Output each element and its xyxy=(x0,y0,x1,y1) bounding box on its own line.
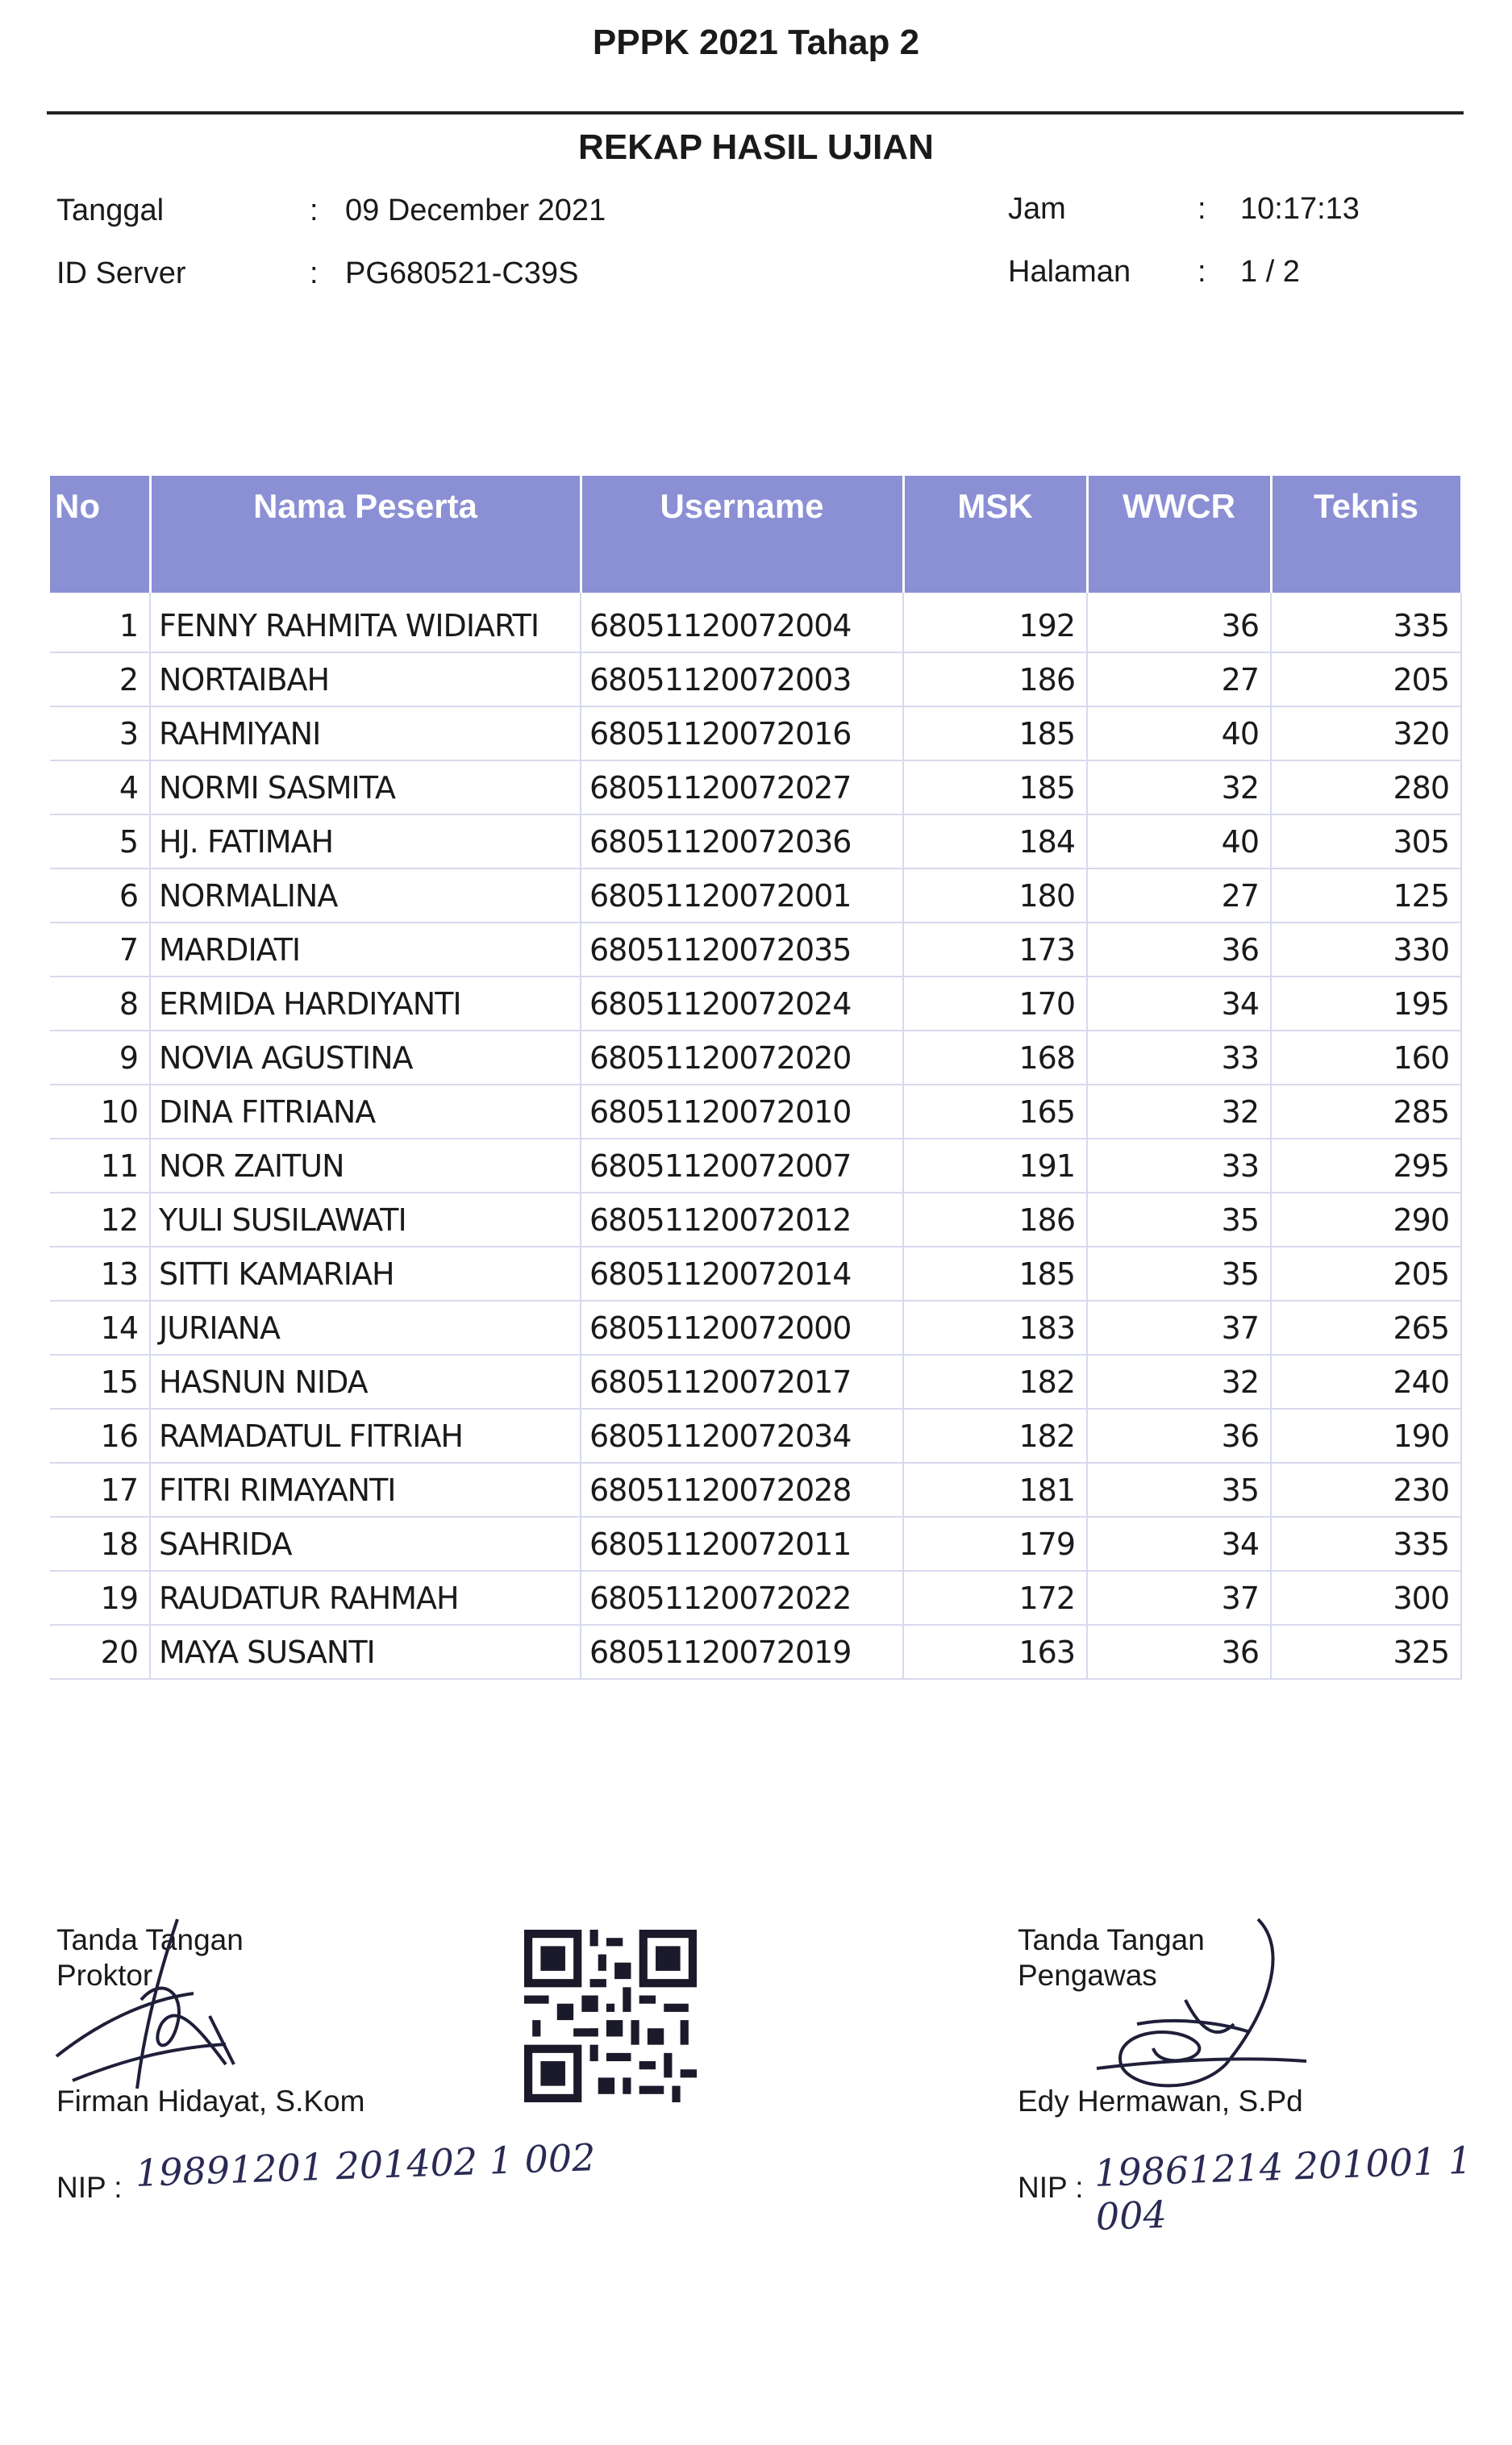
header-divider xyxy=(47,111,1464,115)
cell-teknis: 205 xyxy=(1271,652,1461,706)
cell-teknis: 330 xyxy=(1271,923,1461,977)
cell-no: 3 xyxy=(50,706,150,760)
cell-username: 68051120072024 xyxy=(581,977,903,1031)
cell-msk: 168 xyxy=(903,1031,1087,1085)
cell-wwcr: 33 xyxy=(1087,1139,1271,1193)
halaman-colon: : xyxy=(1198,255,1206,289)
cell-no: 19 xyxy=(50,1571,150,1625)
cell-nama-peserta: YULI SUSILAWATI xyxy=(150,1193,581,1247)
cell-msk: 186 xyxy=(903,1193,1087,1247)
cell-wwcr: 37 xyxy=(1087,1571,1271,1625)
cell-nama-peserta: MAYA SUSANTI xyxy=(150,1625,581,1679)
cell-teknis: 195 xyxy=(1271,977,1461,1031)
cell-msk: 183 xyxy=(903,1301,1087,1355)
cell-no: 6 xyxy=(50,868,150,923)
cell-msk: 181 xyxy=(903,1463,1087,1517)
cell-nama-peserta: RAHMIYANI xyxy=(150,706,581,760)
cell-nama-peserta: SAHRIDA xyxy=(150,1517,581,1571)
table-row xyxy=(50,1625,1461,1679)
proktor-caption-line2: Proktor xyxy=(56,1959,153,1992)
cell-msk: 180 xyxy=(903,868,1087,923)
cell-username: 68051120072035 xyxy=(581,923,903,977)
cell-msk: 191 xyxy=(903,1139,1087,1193)
cell-username: 68051120072004 xyxy=(581,593,903,652)
cell-wwcr: 34 xyxy=(1087,977,1271,1031)
table-row xyxy=(50,868,1461,923)
proktor-name: Firman Hidayat, S.Kom xyxy=(56,2085,365,2118)
cell-wwcr: 27 xyxy=(1087,652,1271,706)
table-row xyxy=(50,1409,1461,1463)
cell-msk: 184 xyxy=(903,814,1087,868)
cell-nama-peserta: DINA FITRIANA xyxy=(150,1085,581,1139)
cell-teknis: 325 xyxy=(1271,1625,1461,1679)
column-header-nama-peserta: Nama Peserta xyxy=(150,476,581,593)
cell-no: 18 xyxy=(50,1517,150,1571)
cell-no: 1 xyxy=(50,593,150,652)
cell-nama-peserta: FENNY RAHMITA WIDIARTI xyxy=(150,593,581,652)
cell-nama-peserta: FITRI RIMAYANTI xyxy=(150,1463,581,1517)
cell-msk: 165 xyxy=(903,1085,1087,1139)
cell-wwcr: 32 xyxy=(1087,1355,1271,1409)
cell-msk: 170 xyxy=(903,977,1087,1031)
cell-msk: 185 xyxy=(903,706,1087,760)
cell-username: 68051120072034 xyxy=(581,1409,903,1463)
table-body xyxy=(50,593,1461,1679)
table-row xyxy=(50,977,1461,1031)
cell-wwcr: 40 xyxy=(1087,814,1271,868)
cell-nama-peserta: NOR ZAITUN xyxy=(150,1139,581,1193)
cell-wwcr: 37 xyxy=(1087,1301,1271,1355)
qr-code xyxy=(524,1930,697,2102)
cell-teknis: 160 xyxy=(1271,1031,1461,1085)
cell-teknis: 125 xyxy=(1271,868,1461,923)
cell-wwcr: 33 xyxy=(1087,1031,1271,1085)
cell-username: 68051120072028 xyxy=(581,1463,903,1517)
cell-nama-peserta: ERMIDA HARDIYANTI xyxy=(150,977,581,1031)
halaman-value: 1 / 2 xyxy=(1240,255,1300,289)
cell-no: 14 xyxy=(50,1301,150,1355)
column-header-teknis: Teknis xyxy=(1271,476,1461,593)
cell-no: 20 xyxy=(50,1625,150,1679)
column-header-msk: MSK xyxy=(903,476,1087,593)
cell-username: 68051120072007 xyxy=(581,1139,903,1193)
proktor-nip-handwritten: 19891201 201402 1 002 xyxy=(135,2135,597,2195)
cell-username: 68051120072022 xyxy=(581,1571,903,1625)
table-row xyxy=(50,652,1461,706)
cell-no: 7 xyxy=(50,923,150,977)
table-row xyxy=(50,593,1461,652)
table-header-row xyxy=(50,476,1461,593)
cell-nama-peserta: JURIANA xyxy=(150,1301,581,1355)
cell-teknis: 335 xyxy=(1271,1517,1461,1571)
cell-wwcr: 36 xyxy=(1087,923,1271,977)
table-row xyxy=(50,1247,1461,1301)
pengawas-nip-handwritten: 19861214 201001 1 004 xyxy=(1093,2138,1472,2239)
cell-teknis: 280 xyxy=(1271,760,1461,814)
cell-wwcr: 32 xyxy=(1087,1085,1271,1139)
cell-nama-peserta: MARDIATI xyxy=(150,923,581,977)
tanggal-label: Tanggal xyxy=(56,194,165,227)
cell-teknis: 205 xyxy=(1271,1247,1461,1301)
table-row xyxy=(50,1517,1461,1571)
cell-msk: 179 xyxy=(903,1517,1087,1571)
cell-username: 68051120072011 xyxy=(581,1517,903,1571)
cell-username: 68051120072036 xyxy=(581,814,903,868)
cell-msk: 172 xyxy=(903,1571,1087,1625)
cell-wwcr: 35 xyxy=(1087,1193,1271,1247)
cell-teknis: 190 xyxy=(1271,1409,1461,1463)
cell-wwcr: 27 xyxy=(1087,868,1271,923)
column-header-username: Username xyxy=(581,476,903,593)
table-row xyxy=(50,1463,1461,1517)
cell-username: 68051120072020 xyxy=(581,1031,903,1085)
table-row xyxy=(50,760,1461,814)
cell-nama-peserta: SITTI KAMARIAH xyxy=(150,1247,581,1301)
cell-no: 10 xyxy=(50,1085,150,1139)
table-row xyxy=(50,1139,1461,1193)
column-header-wwcr: WWCR xyxy=(1087,476,1271,593)
cell-username: 68051120072010 xyxy=(581,1085,903,1139)
pengawas-signature-scribble xyxy=(1064,1903,1322,2105)
cell-username: 68051120072001 xyxy=(581,868,903,923)
cell-msk: 182 xyxy=(903,1355,1087,1409)
cell-teknis: 240 xyxy=(1271,1355,1461,1409)
table-row xyxy=(50,1301,1461,1355)
cell-teknis: 335 xyxy=(1271,593,1461,652)
cell-wwcr: 36 xyxy=(1087,1625,1271,1679)
cell-nama-peserta: NORTAIBAH xyxy=(150,652,581,706)
cell-wwcr: 36 xyxy=(1087,1409,1271,1463)
cell-no: 17 xyxy=(50,1463,150,1517)
cell-wwcr: 35 xyxy=(1087,1247,1271,1301)
cell-no: 13 xyxy=(50,1247,150,1301)
cell-username: 68051120072012 xyxy=(581,1193,903,1247)
proktor-nip-label: NIP : xyxy=(56,2171,123,2204)
cell-msk: 186 xyxy=(903,652,1087,706)
cell-wwcr: 34 xyxy=(1087,1517,1271,1571)
halaman-label: Halaman xyxy=(1008,255,1131,289)
pengawas-caption-line1: Tanda Tangan xyxy=(1018,1923,1205,1956)
pengawas-nip-label: NIP : xyxy=(1018,2171,1084,2204)
cell-teknis: 300 xyxy=(1271,1571,1461,1625)
jam-label: Jam xyxy=(1008,192,1066,226)
cell-nama-peserta: RAUDATUR RAHMAH xyxy=(150,1571,581,1625)
tanggal-colon: : xyxy=(310,194,319,227)
document-title: PPPK 2021 Tahap 2 xyxy=(592,23,920,62)
cell-wwcr: 32 xyxy=(1087,760,1271,814)
table-row xyxy=(50,706,1461,760)
cell-msk: 192 xyxy=(903,593,1087,652)
cell-username: 68051120072017 xyxy=(581,1355,903,1409)
table-row xyxy=(50,923,1461,977)
cell-no: 9 xyxy=(50,1031,150,1085)
column-header-no: No xyxy=(50,476,150,593)
cell-teknis: 320 xyxy=(1271,706,1461,760)
cell-msk: 185 xyxy=(903,1247,1087,1301)
pengawas-name: Edy Hermawan, S.Pd xyxy=(1018,2085,1303,2118)
results-table xyxy=(50,476,1463,1680)
cell-nama-peserta: NORMALINA xyxy=(150,868,581,923)
cell-nama-peserta: HASNUN NIDA xyxy=(150,1355,581,1409)
proktor-signature-scribble xyxy=(48,1903,258,2105)
table-row xyxy=(50,814,1461,868)
id-server-label: ID Server xyxy=(56,256,186,290)
table-row xyxy=(50,1571,1461,1625)
cell-teknis: 305 xyxy=(1271,814,1461,868)
table-row xyxy=(50,1193,1461,1247)
cell-teknis: 265 xyxy=(1271,1301,1461,1355)
table-row xyxy=(50,1031,1461,1085)
cell-no: 4 xyxy=(50,760,150,814)
cell-username: 68051120072003 xyxy=(581,652,903,706)
cell-teknis: 230 xyxy=(1271,1463,1461,1517)
cell-nama-peserta: NORMI SASMITA xyxy=(150,760,581,814)
cell-teknis: 290 xyxy=(1271,1193,1461,1247)
document-subtitle: REKAP HASIL UJIAN xyxy=(578,127,934,167)
id-server-value: PG680521-C39S xyxy=(345,256,579,290)
cell-msk: 185 xyxy=(903,760,1087,814)
cell-username: 68051120072000 xyxy=(581,1301,903,1355)
jam-value: 10:17:13 xyxy=(1240,192,1360,226)
cell-msk: 173 xyxy=(903,923,1087,977)
cell-no: 16 xyxy=(50,1409,150,1463)
cell-wwcr: 40 xyxy=(1087,706,1271,760)
cell-msk: 182 xyxy=(903,1409,1087,1463)
cell-username: 68051120072016 xyxy=(581,706,903,760)
cell-teknis: 295 xyxy=(1271,1139,1461,1193)
cell-nama-peserta: RAMADATUL FITRIAH xyxy=(150,1409,581,1463)
cell-wwcr: 36 xyxy=(1087,593,1271,652)
cell-teknis: 285 xyxy=(1271,1085,1461,1139)
cell-msk: 163 xyxy=(903,1625,1087,1679)
cell-nama-peserta: HJ. FATIMAH xyxy=(150,814,581,868)
jam-colon: : xyxy=(1198,192,1206,226)
proktor-caption-line1: Tanda Tangan xyxy=(56,1923,244,1956)
table-row xyxy=(50,1085,1461,1139)
id-server-colon: : xyxy=(310,256,319,290)
pengawas-caption-line2: Pengawas xyxy=(1018,1959,1157,1992)
tanggal-value: 09 December 2021 xyxy=(345,194,606,227)
cell-username: 68051120072014 xyxy=(581,1247,903,1301)
cell-no: 12 xyxy=(50,1193,150,1247)
cell-no: 11 xyxy=(50,1139,150,1193)
cell-no: 5 xyxy=(50,814,150,868)
cell-nama-peserta: NOVIA AGUSTINA xyxy=(150,1031,581,1085)
table-row xyxy=(50,1355,1461,1409)
cell-username: 68051120072027 xyxy=(581,760,903,814)
cell-no: 2 xyxy=(50,652,150,706)
cell-wwcr: 35 xyxy=(1087,1463,1271,1517)
cell-no: 8 xyxy=(50,977,150,1031)
cell-no: 15 xyxy=(50,1355,150,1409)
cell-username: 68051120072019 xyxy=(581,1625,903,1679)
